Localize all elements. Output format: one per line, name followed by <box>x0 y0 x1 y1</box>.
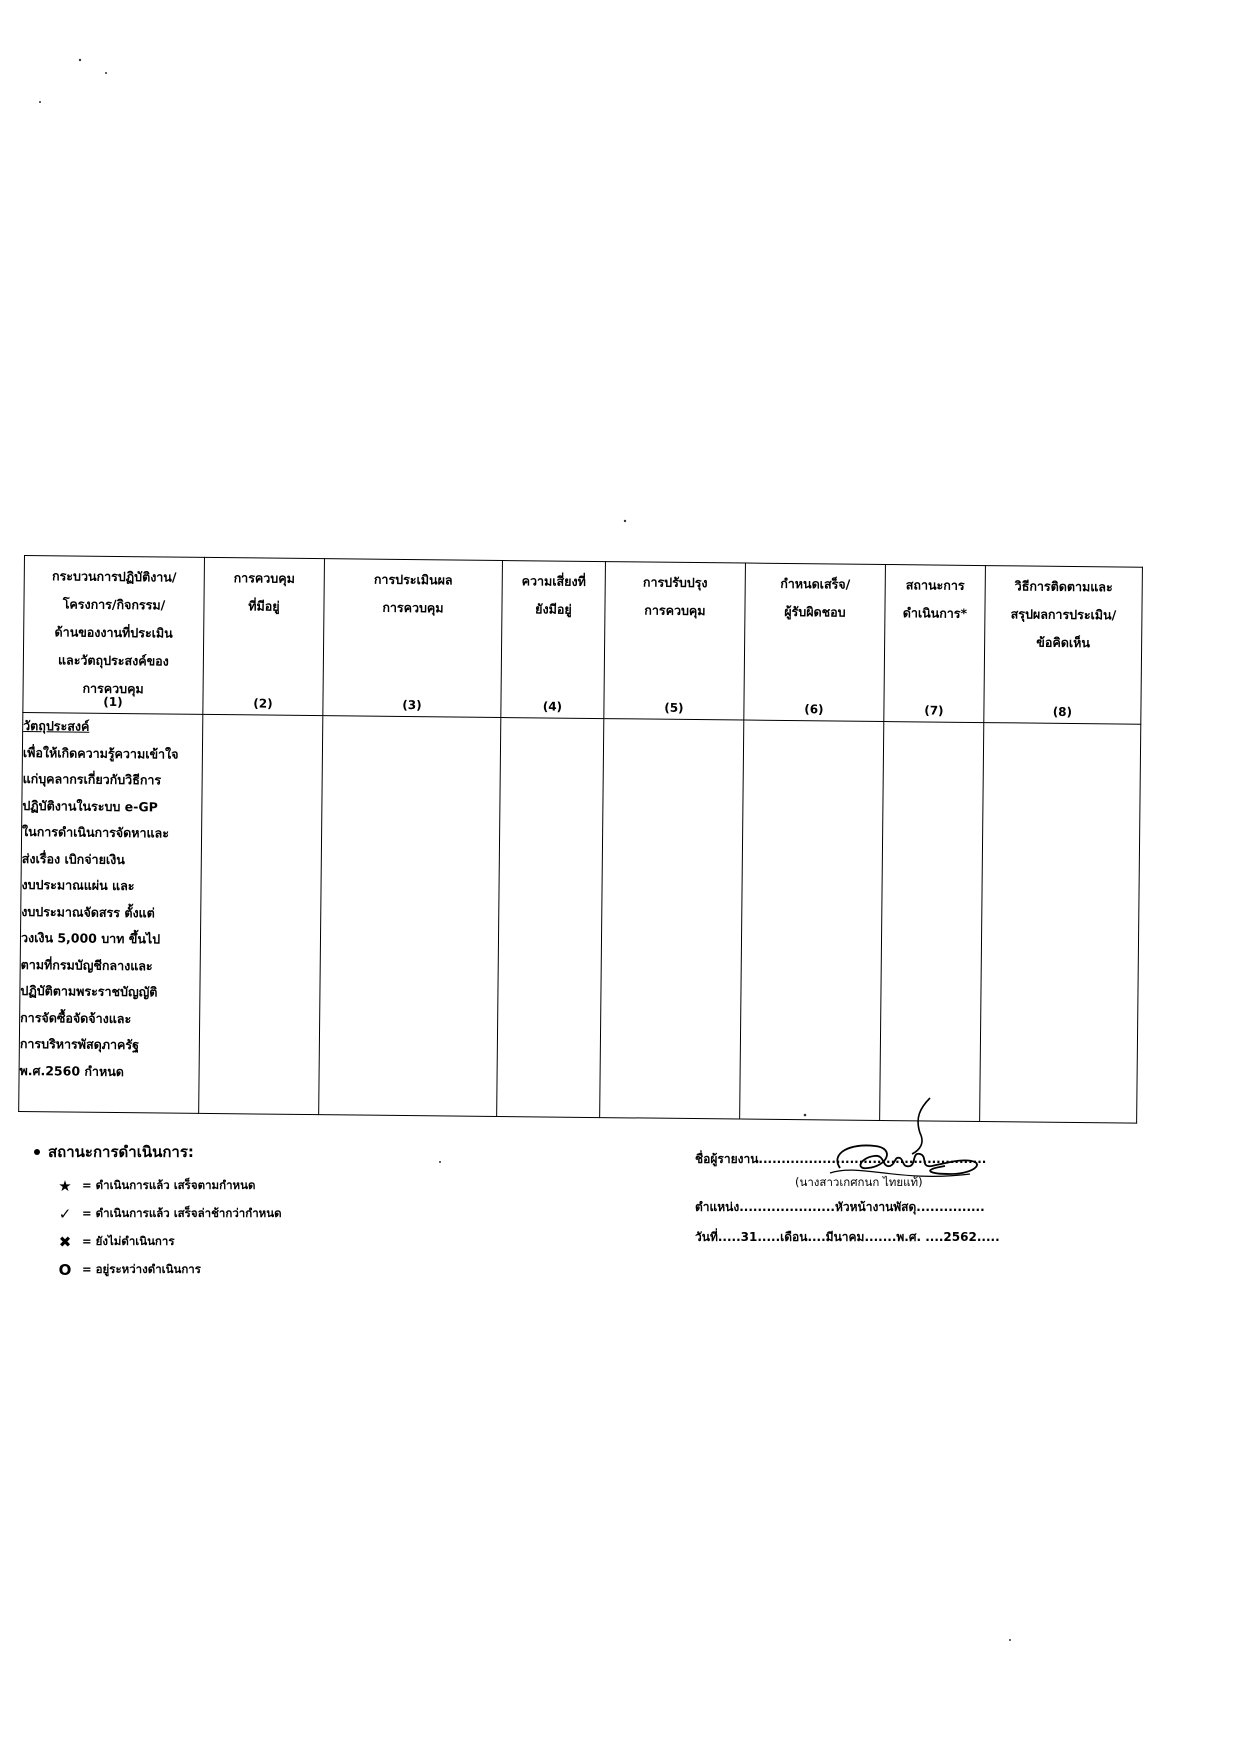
empty-cell <box>199 714 323 1114</box>
empty-cell <box>497 718 604 1118</box>
legend-item-text: = อยู่ระหว่างดำเนินการ <box>82 1262 201 1276</box>
column-header-status: สถานะการ ดำเนินการ* (7) <box>884 565 986 723</box>
empty-cell <box>319 716 501 1117</box>
objective-line: ปฏิบัติงานในระบบ e-GP <box>22 797 158 814</box>
legend-item <box>34 1256 364 1284</box>
table-row <box>19 712 1141 1123</box>
legend-item-text: = ดำเนินการแล้ว เสร็จตามกำหนด <box>82 1178 256 1192</box>
objective-line: งบประมาณจัดสรร ตั้งแต่ <box>21 903 155 920</box>
legend-item <box>34 1228 364 1256</box>
cross-icon: ✖ <box>58 1233 72 1251</box>
objective-line: ตามที่กรมบัญชีกลางและ <box>20 956 153 973</box>
objective-line: พ.ศ.2560 กำหนด <box>19 1062 124 1079</box>
status-legend <box>34 1140 364 1284</box>
objective-line: ปฏิบัติตามพระราชบัญญัติ <box>20 982 158 1000</box>
column-header-follow-up: วิธีการติดตามและ สรุปผลการประเมิน/ ข้อคิดเห็น (8) <box>984 566 1143 725</box>
column-header-control-evaluation: การประเมินผล การควบคุม (3) <box>323 559 503 718</box>
legend-item <box>34 1200 364 1228</box>
circle-icon: O <box>58 1261 72 1279</box>
reporter-name: (นางสาวเกศกนก ไทยแท้) <box>795 1175 923 1189</box>
empty-cell <box>880 722 984 1122</box>
legend-item-text: = ดำเนินการแล้ว เสร็จล่าช้ากว่ากำหนด <box>82 1206 282 1220</box>
objective-line: งบประมาณแผ่น และ <box>21 876 135 894</box>
legend-item-text: = ยังไม่ดำเนินการ <box>82 1234 175 1248</box>
objective-line: ในการดำเนินการจัดหาและ <box>22 823 170 841</box>
objective-line: เพื่อให้เกิดความรู้ความเข้าใจ <box>22 744 179 762</box>
empty-cell <box>980 723 1141 1124</box>
risk-control-table-wrapper <box>18 555 1142 1124</box>
table-header-row <box>23 556 1143 725</box>
objective-heading: วัตถุประสงค์ <box>23 718 90 734</box>
status-legend-title: สถานะการดำเนินการ: <box>48 1143 194 1161</box>
bullet-icon <box>34 1149 40 1155</box>
objective-line: วงเงิน 5,000 บาท ขึ้นไป <box>20 929 161 947</box>
reporter-line: ชื่อผู้รายงาน.................................................. <box>695 1152 987 1166</box>
column-header-due-responsible: กำหนดเสร็จ/ ผู้รับผิดชอบ (6) <box>744 563 886 721</box>
objective-line: แก่บุคลากรเกี่ยวกับวิธีการ <box>22 770 162 788</box>
legend-item <box>34 1172 364 1200</box>
check-icon: ✓ <box>58 1205 72 1223</box>
column-header-process: กระบวนการปฏิบัติงาน/ โครงการ/กิจกรรม/ ด้านของงานที่ประเมิน และวัตถุประสงค์ของ การควบคุม (1) <box>23 556 205 715</box>
position-line: ตำแหน่ง.....................หัวหน้างานพัสดุ............... <box>695 1200 985 1214</box>
column-header-remaining-risk: ความเสี่ยงที่ ยังมีอยู่ (4) <box>501 561 606 719</box>
signature-block <box>695 1150 1025 1252</box>
objective-line: ส่งเรื่อง เบิกจ่ายเงิน <box>21 850 125 867</box>
column-header-control-improvement: การปรับปรุง การควบคุม (5) <box>604 562 746 720</box>
objective-line: การบริหารพัสดุภาครัฐ <box>19 1035 140 1053</box>
star-icon: ★ <box>58 1177 72 1195</box>
empty-cell <box>740 720 884 1120</box>
objective-cell <box>19 712 203 1113</box>
date-line: วันที่.....31.....เดือน....มีนาคม.......พ.ศ. ....2562..... <box>695 1230 1000 1244</box>
empty-cell <box>600 719 744 1119</box>
objective-line: การจัดซื้อจัดจ้างและ <box>20 1009 132 1026</box>
column-header-existing-control: การควบคุม ที่มีอยู่ (2) <box>203 557 325 715</box>
risk-control-table <box>18 555 1143 1124</box>
